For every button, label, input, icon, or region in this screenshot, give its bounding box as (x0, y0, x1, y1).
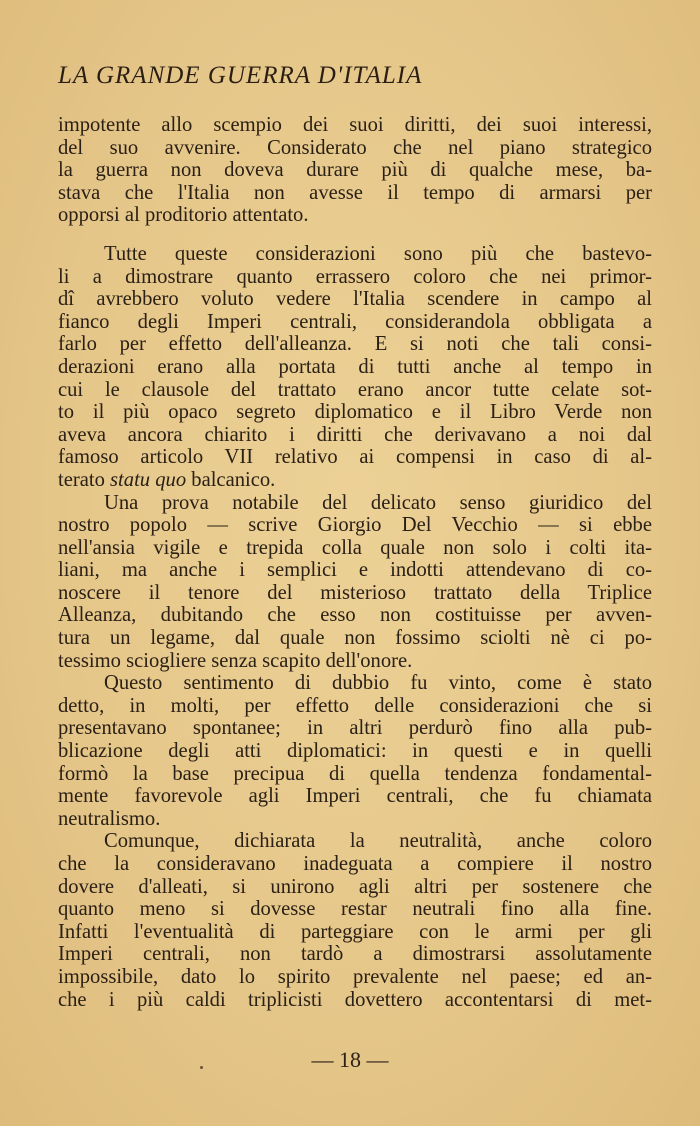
text-line: noscere il tenore del misterioso trattato della Triplice (58, 581, 652, 604)
text-line: nell'ansia vigile e trepida colla quale non solo i colti ita- (58, 536, 652, 559)
paragraph-1 (58, 114, 652, 227)
running-header: LA GRANDE GUERRA D'ITALIA (58, 62, 423, 89)
text-line: impossibile, dato lo spirito prevalente nel paese; ed an- (58, 965, 652, 988)
text-line: presentavano spontanee; in altri perdurò fino alla pub- (58, 717, 652, 740)
paragraph-2 (58, 243, 652, 492)
text-line: dî avrebbero voluto vedere l'Italia scendere in campo al (58, 288, 652, 311)
text-line: famoso articolo VII relativo ai compensi in caso di al- (58, 446, 652, 469)
paragraph-3 (58, 492, 652, 673)
text-line: che la consideravano inadeguata a compiere il nostro (58, 853, 652, 875)
text-line: detto, in molti, per effetto delle considerazioni che si (58, 694, 652, 717)
text-line: Questo sentimento di dubbio fu vinto, come è stato (104, 672, 652, 695)
text-line: to il più opaco segreto diplomatico e il Libro Verde non (58, 401, 652, 424)
text-line: che i più caldi triplicisti dovettero accontentarsi di met- (58, 988, 652, 1011)
page-body (58, 114, 652, 1011)
text-line: Alleanza, dubitando che esso non costituisse per avven- (58, 604, 652, 627)
text-line: li a dimostrare quanto errassero coloro che nei primor- (58, 265, 652, 288)
text-line: impotente allo scempio dei suoi diritti, dei suoi interessi, (58, 114, 652, 136)
paper-speck (200, 1066, 203, 1069)
page-number: — 18 — (311, 1047, 389, 1072)
italic-phrase: statu quo (110, 468, 187, 491)
text-line: Una prova notabile del delicato senso giuridico del (104, 491, 652, 514)
text-line: tura un legame, dal quale non fossimo sciolti nè ci po- (58, 627, 652, 650)
paragraph-gap (58, 227, 652, 243)
text-line: Comunque, dichiarata la neutralità, anche coloro (104, 830, 652, 853)
text-line: Imperi centrali, non tardò a dimostrarsi assolutamente (58, 943, 652, 966)
text-line: quanto meno si dovesse restar neutrali fino alla fine. (58, 898, 652, 921)
text-line: Tutte queste considerazioni sono più che bastevo- (104, 242, 652, 265)
text-line: mente favorevole agli Imperi centrali, che fu chiamata (58, 785, 652, 808)
text-fragment: terato (58, 468, 111, 491)
text-fragment: balcanico. (186, 468, 276, 491)
text-line: del suo avvenire. Considerato che nel piano strategico (58, 136, 652, 159)
text-line: stava che l'Italia non avesse il tempo di armarsi per (58, 181, 652, 204)
text-line: tessimo sciogliere senza scapito dell'onore. (58, 649, 413, 672)
text-line: dovere d'alleati, si unirono agli altri per sostenere che (58, 875, 652, 898)
text-line: Infatti l'eventualità di parteggiare con le armi per gli (58, 920, 652, 943)
text-line: neutralismo. (58, 807, 161, 830)
text-line: blicazione degli atti diplomatici: in questi e in quelli (58, 740, 652, 763)
text-line: formò la base precipua di quella tendenza fondamental- (58, 762, 652, 785)
text-line: opporsi al proditorio attentato. (58, 204, 309, 227)
text-line: la guerra non doveva durare più di qualche mese, ba- (58, 159, 652, 182)
text-line: fianco degli Imperi centrali, considerandola obbligata a (58, 310, 652, 333)
text-line: nostro popolo — scrive Giorgio Del Vecchio — si ebbe (58, 514, 652, 537)
text-line: aveva ancora chiarito i diritti che derivavano a noi dal (58, 423, 652, 446)
text-line: derazioni erano alla portata di tutti anche al tempo in (58, 355, 652, 378)
paragraph-4 (58, 672, 652, 830)
text-line: farlo per effetto dell'alleanza. E si noti che tali consi- (58, 333, 652, 356)
text-line: cui le clausole del trattato erano ancor tutte celate sot- (58, 378, 652, 401)
text-line (58, 469, 652, 492)
text-line: liani, ma anche i semplici e indotti attendevano di co- (58, 559, 652, 582)
paragraph-5 (58, 830, 652, 1011)
